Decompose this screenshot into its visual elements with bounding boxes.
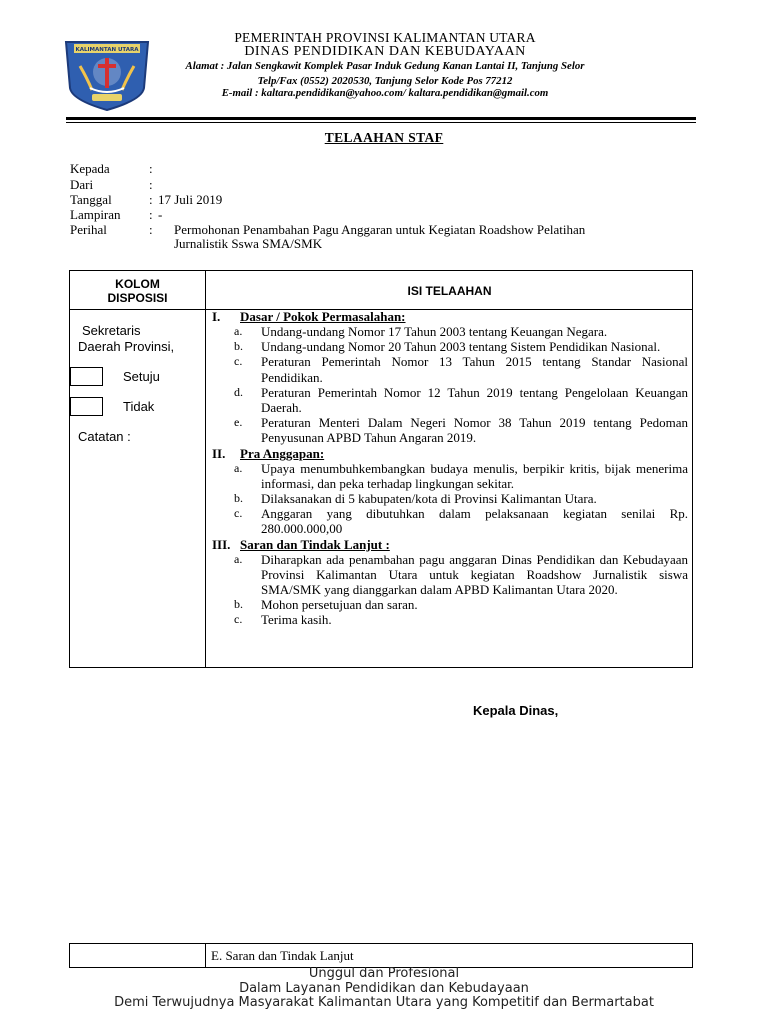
letterhead-government: PEMERINTAH PROVINSI KALIMANTAN UTARA (234, 30, 536, 45)
section-number: III. (212, 536, 231, 552)
bottom-row-text: E. Saran dan Tindak Lanjut (211, 948, 354, 963)
tidak-checkbox[interactable] (70, 397, 103, 416)
column-header-disposisi-line1: KOLOM (115, 277, 160, 291)
field-lampiran-label: Lampiran (70, 207, 121, 222)
field-kepada-label: Kepada (70, 161, 110, 176)
list-item: a. Undang-undang Nomor 17 Tahun 2003 tentang Keuangan Negara. (234, 324, 608, 339)
setuju-checkbox[interactable] (70, 367, 103, 386)
letterhead-address: Alamat : Jalan Sengkawit Komplek Pasar Induk Gedung Kanan Lantai II, Tanjung Selor (185, 60, 585, 72)
section-number: II. (212, 445, 226, 461)
setuju-label: Setuju (123, 369, 160, 384)
section-pra-anggapan (212, 446, 693, 461)
column-header-isi-telaahan: ISI TELAAHAN (407, 284, 492, 298)
letterhead-rule-thick (66, 117, 696, 120)
section-saran (212, 537, 693, 552)
letterhead-department: DINAS PENDIDIKAN DAN KEBUDAYAAN (244, 44, 526, 59)
field-dari-colon: : (149, 177, 153, 192)
footer-motto-line3: Demi Terwujudnya Masyarakat Kalimantan Utara yang Kompetitif dan Bermartabat (114, 995, 654, 1010)
field-lampiran-colon: : (149, 207, 153, 222)
bottom-row-divider (205, 943, 206, 968)
list-item: c. Terima kasih. (234, 612, 332, 628)
field-dari-label: Dari (70, 177, 94, 192)
list-item: d. Peraturan Pemerintah Nomor 12 Tahun 2019 tentang Pengelolaan Keuangan Daerah. (234, 384, 688, 416)
letterhead-rule-thin (66, 122, 696, 123)
list-item: a. Diharapkan ada penambahan pagu anggaran Dinas Pendidikan dan Kebudayaan Provinsi Kalimantan Utara untuk kegiatan Roadshow Jurnalistik siswa SMA/SMK yang dianggarkan dalam APBD Kalimantan Utara 2020. (234, 551, 688, 598)
section-title: Dasar / Pokok Permasalahan: (240, 309, 406, 324)
field-perihal-value-line1: Permohonan Penambahan Pagu Anggaran untuk Kegiatan Roadshow Pelatihan (174, 222, 586, 237)
isi-telaahan-content (206, 309, 693, 628)
catatan-label: Catatan : (78, 429, 131, 444)
field-tanggal-label: Tanggal (70, 192, 112, 207)
list-item: b. Undang-undang Nomor 20 Tahun 2003 tentang Sistem Pendidikan Nasional. (234, 339, 661, 355)
section-title: Pra Anggapan: (240, 445, 325, 461)
provincial-emblem-logo (62, 36, 152, 112)
list-item: c. Peraturan Pemerintah Nomor 13 Tahun 2015 tentang Standar Nasional Pendidikan. (234, 354, 688, 385)
field-tanggal-value: 17 Juli 2019 (158, 192, 223, 207)
section-dasar (212, 309, 693, 324)
section-title: Saran dan Tindak Lanjut : (240, 536, 390, 552)
field-lampiran-value: - (158, 207, 163, 222)
section-number: I. (212, 309, 221, 324)
column-header-disposisi-line2: DISPOSISI (107, 291, 168, 305)
tidak-label: Tidak (123, 399, 155, 414)
list-item: b. Mohon persetujuan dan saran. (234, 597, 418, 613)
field-tanggal-colon: : (149, 192, 153, 207)
field-perihal-label: Perihal (70, 222, 107, 237)
list-item: a. Upaya menumbuhkembangkan budaya menulis, berpikir kritis, bijak menerima informasi, dan peka terhadap lingkungan sekitar. (234, 460, 688, 491)
list-item: b. Dilaksanakan di 5 kabupaten/kota di Provinsi Kalimantan Utara. (234, 491, 597, 507)
document-title: TELAAHAN STAF (324, 130, 444, 145)
disposisi-recipient-line1: Sekretaris (82, 323, 141, 338)
letterhead-phone: Telp/Fax (0552) 2020530, Tanjung Selor Kode Pos 77212 (257, 75, 513, 87)
bottom-table-row (69, 943, 693, 968)
list-item: c. Anggaran yang dibutuhkan dalam pelaksanaan kegiatan senilai Rp. 280.000.000,00 (234, 506, 688, 537)
footer-motto-line1: Unggul dan Profesional (308, 966, 460, 981)
list-item: e. Peraturan Menteri Dalam Negeri Nomor 38 Tahun 2019 tentang Pedoman Penyusunan APBD Tahun Angaran 2019. (234, 415, 688, 446)
footer-motto-line2: Dalam Layanan Pendidikan dan Kebudayaan (239, 981, 529, 996)
column-header-disposisi (70, 277, 205, 305)
svg-text:KALIMANTAN UTARA: KALIMANTAN UTARA (75, 47, 139, 53)
field-perihal-colon: : (149, 222, 153, 237)
disposisi-recipient-line2: Daerah Provinsi, (78, 339, 175, 354)
field-kepada-colon: : (149, 161, 153, 176)
letterhead-email: E-mail : kaltara.pendidikan@yahoo.com/ kaltara.pendidikan@gmail.com (221, 87, 549, 99)
field-perihal-value-line2: Jurnalistik Sswa SMA/SMK (174, 236, 323, 251)
signature-title: Kepala Dinas, (473, 703, 559, 718)
